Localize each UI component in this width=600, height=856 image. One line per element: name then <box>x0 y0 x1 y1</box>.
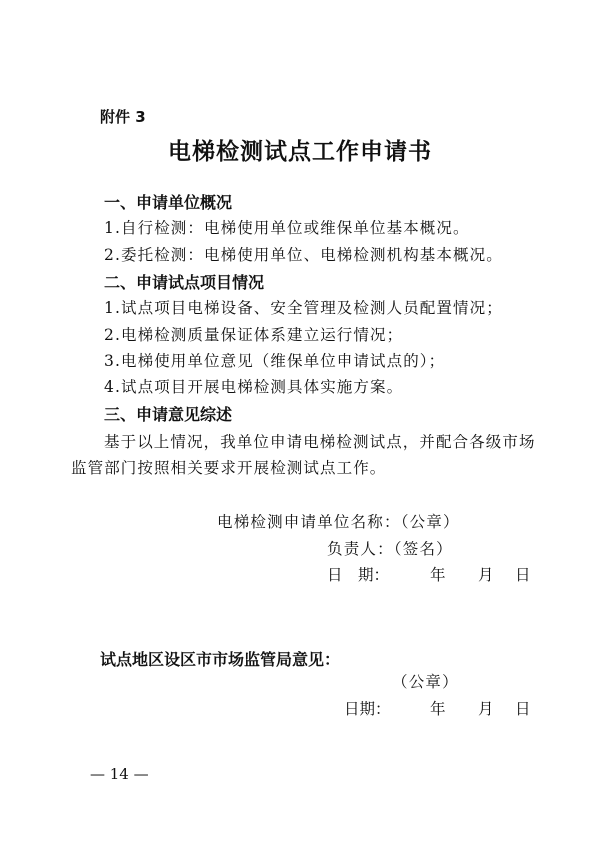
authority-date-label: 日期： <box>344 700 391 718</box>
page-number: — 14 — <box>90 765 149 783</box>
applicant-date-year: 年 <box>430 566 446 584</box>
section-2-heading: 二、申请试点项目情况 <box>104 273 265 292</box>
summary-paragraph-line-1: 基于以上情况，我单位申请电梯检测试点，并配合各级市场 <box>104 433 536 451</box>
authority-date-month: 月 <box>478 700 494 718</box>
authority-date-day: 日 <box>515 700 531 718</box>
section-2-item-2: 2.电梯检测质量保证体系建立运行情况； <box>104 326 404 344</box>
applicant-date-month: 月 <box>478 566 494 584</box>
applicant-date-label: 日 期： <box>327 566 390 584</box>
attachment-label: 附件 3 <box>100 108 146 126</box>
section-1-heading: 一、申请单位概况 <box>104 193 233 212</box>
authority-date-row <box>0 697 600 721</box>
section-1-item-1: 1.自行检测：电梯使用单位或维保单位基本概况。 <box>104 219 470 237</box>
section-1-item-2: 2.委托检测：电梯使用单位、电梯检测机构基本概况。 <box>104 246 503 264</box>
applicant-person: 负责人：（签名） <box>327 540 453 558</box>
section-2-item-3: 3.电梯使用单位意见（维保单位申请试点的）； <box>104 352 446 370</box>
authority-date-year: 年 <box>430 700 446 718</box>
authority-seal: （公章） <box>392 673 459 691</box>
document-title: 电梯检测试点工作申请书 <box>168 138 432 165</box>
summary-paragraph-line-2: 监管部门按照相关要求开展检测试点工作。 <box>71 459 387 477</box>
section-2-item-1: 1.试点项目电梯设备、安全管理及检测人员配置情况； <box>104 299 503 317</box>
applicant-unit-name: 电梯检测申请单位名称：（公章） <box>217 513 460 531</box>
section-2-item-4: 4.试点项目开展电梯检测具体实施方案。 <box>104 378 404 396</box>
applicant-date-day: 日 <box>515 566 531 584</box>
section-3-heading: 三、申请意见综述 <box>104 405 233 424</box>
authority-opinion-heading: 试点地区设区市市场监管局意见： <box>100 650 341 669</box>
applicant-date-row <box>0 563 600 587</box>
